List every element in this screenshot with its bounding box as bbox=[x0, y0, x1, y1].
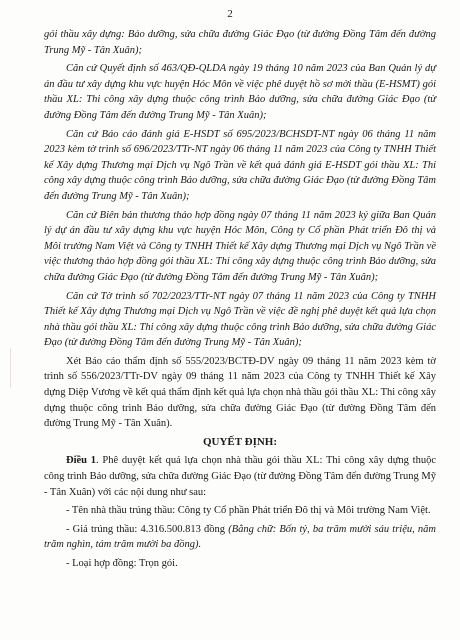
bullet-winner: - Tên nhà thầu trúng thầu: Công ty Cổ phần Phát triển Đô thị và Môi trường Nam Việt. bbox=[66, 505, 431, 517]
page-number: 2 bbox=[227, 8, 233, 20]
paragraph-report-695: Căn cứ Báo cáo đánh giá E-HSDT số 695/2023/BCHSDT-NT ngày 06 tháng 11 năm 2023 kèm tờ trình số 696/2023/TTr-NT ngày 06 tháng 11 năm 2023 của Công ty TNHH Thiết kế Xây dựng Thương mại Dịch vụ Ngô Trần về kết quả đánh giá E-HSDT gói thầu XL: Thi công xây dựng thuộc công trình Bảo dưỡng, sửa chữa đường Giác Đạo (từ đường Đồng Tâm đến đường Trung Mỹ - Tân Xuân); bbox=[44, 128, 436, 202]
scan-edge-mark bbox=[0, 348, 11, 388]
paragraph-appraisal-555: Xét Báo cáo thẩm định số 555/2023/BCTĐ-DV ngày 09 tháng 11 năm 2023 kèm tờ trình số 556/2023/TTr-DV ngày 09 tháng 11 năm 2023 của Công ty TNHH Thiết kế Xây dựng Diệp Vương về kết quả thẩm định kết quả lựa chọn nhà thầu gói thầu XL: Thi công xây dựng thuộc công trình Bảo dưỡng, sửa chữa đường Giác Đạo (từ đường Đồng Tâm đến đường Trung Mỹ - Tân Xuân). bbox=[44, 355, 436, 430]
article-1-text: . Phê duyệt kết quả lựa chọn nhà thầu gói thầu XL: Thi công xây dựng thuộc công trình Bảo dưỡng, sửa chữa đường Giác Đạo (từ đường Đồng Tâm đến đường Trung Mỹ - Tân Xuân) với các nội dung như sau: bbox=[44, 455, 436, 498]
paragraph-submission-702: Căn cứ Tờ trình số 702/2023/TTr-NT ngày 07 tháng 11 năm 2023 của Công ty TNHH Thiết kế Xây dựng Thương mại Dịch vụ Ngô Trần về việc đề nghị phê duyệt kết quả lựa chọn nhà thầu gói thầu XL: Thi công xây dựng thuộc công trình Bảo dưỡng, sửa chữa đường Giác Đạo (từ đường Đồng Tâm đến đường Trung Mỹ - Tân Xuân); bbox=[44, 290, 436, 349]
article-1-label: Điều 1 bbox=[66, 455, 97, 467]
paragraph-continued: gói thầu xây dựng: Bảo dưỡng, sửa chữa đường Giác Đạo (từ đường Đồng Tâm đến đường Trung Mỹ - Tân Xuân); bbox=[44, 29, 436, 56]
price-in-words: (Bằng chữ: Bốn tỷ, ba trăm mười sáu triệu, năm trăm nghìn, tám trăm mười ba đồng). bbox=[44, 523, 436, 551]
bullet-price bbox=[44, 522, 436, 553]
paragraph-negotiation-minutes: Căn cứ Biên bản thương thảo hợp đồng ngày 07 tháng 11 năm 2023 ký giữa Ban Quản lý dự án đầu tư xây dựng khu vực huyện Hóc Môn, Công ty Cổ phần Phát triển Đô thị và Môi trường Nam Việt và Công ty TNHH Thiết kế Xây dựng Thương mại Dịch vụ Ngô Trần về việc thương thảo hợp đồng gói thầu XL: Thi công xây dựng thuộc công trình Bảo dưỡng, sửa chữa đường Giác Đạo (từ đường Đồng Tâm đến đường Trung Mỹ - Tân Xuân); bbox=[44, 209, 436, 283]
paragraph-decision-463: Căn cứ Quyết định số 463/QĐ-QLDA ngày 19 tháng 10 năm 2023 của Ban Quản lý dự án đầu tư xây dựng khu vực huyện Hóc Môn về việc phê duyệt hồ sơ mời thầu (E-HSMT) gói thầu XL: Thi công xây dựng thuộc công trình Bảo dưỡng, sửa chữa đường Giác Đạo (từ đường Đồng Tâm đến đường Trung Mỹ - Tân Xuân); bbox=[44, 63, 436, 121]
price-value: - Giá trúng thầu: 4.316.500.813 đồng bbox=[66, 523, 229, 535]
document-body bbox=[44, 27, 436, 575]
bullet-contract-type: - Loại hợp đồng: Trọn gói. bbox=[66, 558, 178, 569]
decision-heading: QUYẾT ĐỊNH: bbox=[202, 435, 278, 448]
article-1 bbox=[44, 453, 436, 500]
